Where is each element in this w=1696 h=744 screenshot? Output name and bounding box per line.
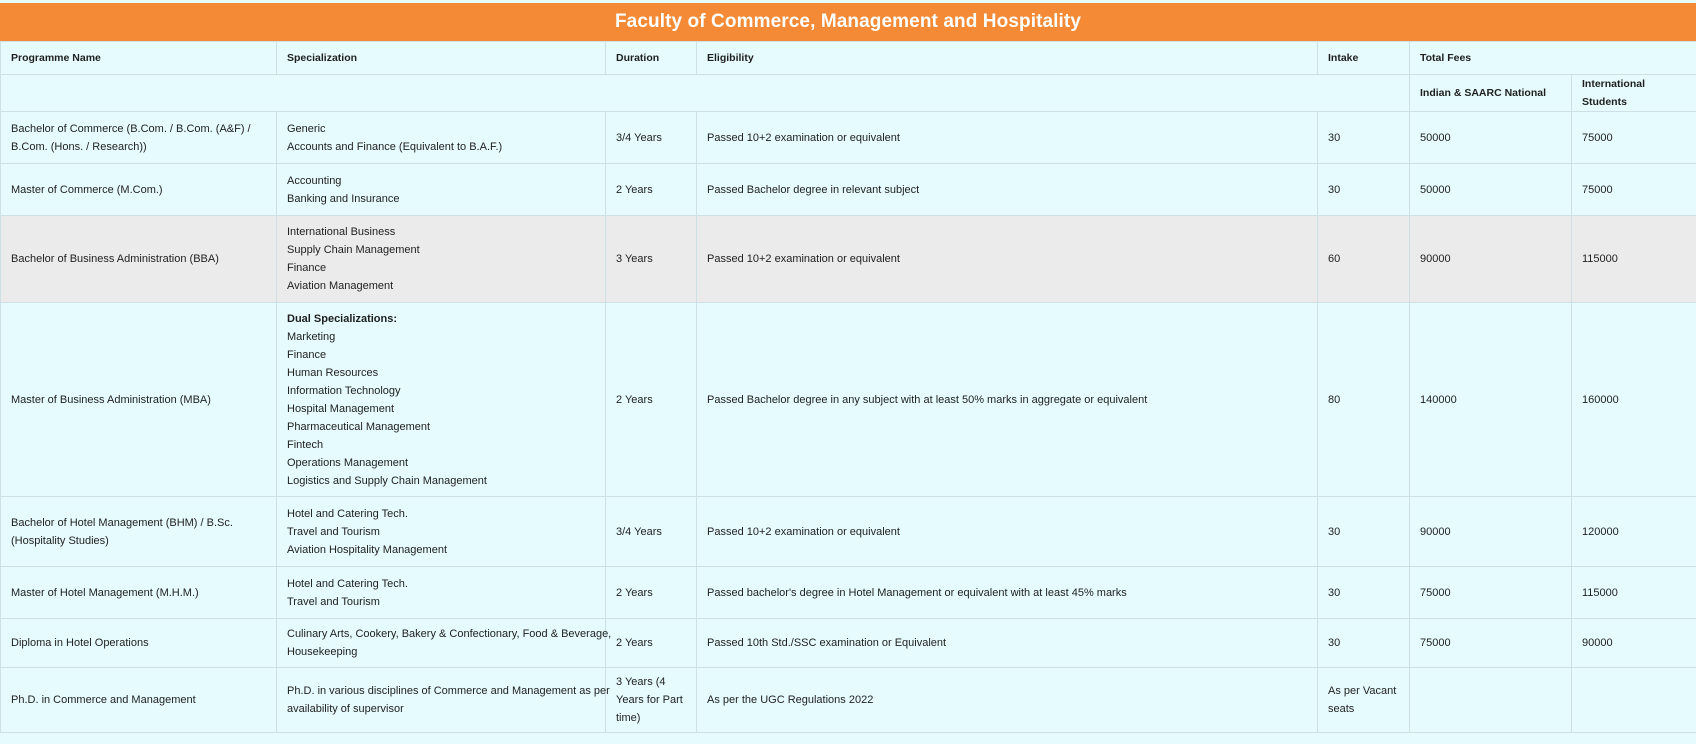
subheader-row <box>1 75 1696 112</box>
specialization-item: Information Technology <box>287 384 401 397</box>
fee-indian-cell: 75000 <box>1410 567 1572 619</box>
specialization-item: Generic <box>287 122 326 135</box>
intake-cell: 80 <box>1318 303 1410 497</box>
fee-indian-cell: 140000 <box>1410 303 1572 497</box>
intake-cell: 30 <box>1318 497 1410 567</box>
fee-indian-cell: 50000 <box>1410 164 1572 216</box>
intake-cell: As per Vacant seats <box>1318 668 1410 733</box>
specialization-cell <box>277 567 606 619</box>
specialization-cell <box>277 303 606 497</box>
specialization-cell <box>277 216 606 303</box>
eligibility-cell: Passed 10th Std./SSC examination or Equivalent <box>697 619 1318 668</box>
fee-international-cell: 115000 <box>1572 567 1696 619</box>
programme-name-cell: Bachelor of Business Administration (BBA) <box>1 216 277 303</box>
specialization-cell <box>277 164 606 216</box>
specialization-item: Logistics and Supply Chain Management <box>287 474 487 487</box>
header-total-fees: Total Fees <box>1410 42 1696 75</box>
specialization-cell <box>277 619 612 668</box>
header-row <box>1 42 1696 75</box>
intake-cell: 30 <box>1318 567 1410 619</box>
specialization-item: Housekeeping <box>287 646 358 658</box>
duration-cell: 2 Years <box>606 567 697 619</box>
specialization-cell <box>277 668 610 733</box>
header-international: International Students <box>1572 75 1696 112</box>
specialization-item: Travel and Tourism <box>287 525 380 538</box>
table-row <box>1 164 1696 216</box>
specialization-item: Marketing <box>287 330 336 343</box>
specialization-cell <box>277 497 606 567</box>
specialization-item: Travel and Tourism <box>287 595 380 608</box>
specialization-item: availability of supervisor <box>287 703 404 715</box>
specialization-item: Ph.D. in various disciplines of Commerce and Management as per <box>287 685 610 697</box>
header-programme-name: Programme Name <box>1 42 277 75</box>
fee-international-cell: 120000 <box>1572 497 1696 567</box>
fee-international-cell: 115000 <box>1572 216 1696 303</box>
specialization-item: Banking and Insurance <box>287 192 400 205</box>
fee-indian-cell: 90000 <box>1410 497 1572 567</box>
fee-international-cell: 75000 <box>1572 112 1696 164</box>
eligibility-cell: Passed 10+2 examination or equivalent <box>697 216 1318 303</box>
duration-cell: 2 Years <box>606 619 697 668</box>
specialization-item: Human Resources <box>287 366 379 379</box>
specialization-item: Fintech <box>287 438 324 451</box>
programme-name-cell: Master of Business Administration (MBA) <box>1 303 277 497</box>
eligibility-cell: Passed 10+2 examination or equivalent <box>697 497 1318 567</box>
faculty-title: Faculty of Commerce, Management and Hospitality <box>0 3 1696 41</box>
table-row <box>1 112 1696 164</box>
header-indian-saarc: Indian & SAARC National <box>1410 75 1572 112</box>
duration-cell: 3 Years (4 Years for Part time) <box>606 668 697 733</box>
eligibility-cell: Passed Bachelor degree in any subject with at least 50% marks in aggregate or equivalent <box>697 303 1318 497</box>
specialization-item: Finance <box>287 348 327 361</box>
fee-indian-cell: 75000 <box>1410 619 1572 668</box>
fee-indian-cell: 50000 <box>1410 112 1572 164</box>
specialization-heading: Dual Specializations: <box>287 312 398 325</box>
specialization-item: Culinary Arts, Cookery, Bakery & Confectionary, Food & Beverage, <box>287 628 612 640</box>
intake-cell: 60 <box>1318 216 1410 303</box>
specialization-item: Hospital Management <box>287 402 395 415</box>
fee-indian-cell <box>1410 668 1572 733</box>
specialization-item: Finance <box>287 262 327 274</box>
table-row <box>1 567 1696 619</box>
fee-international-cell: 90000 <box>1572 619 1696 668</box>
intake-cell: 30 <box>1318 619 1410 668</box>
programme-name-cell: Bachelor of Hotel Management (BHM) / B.Sc. (Hospitality Studies) <box>1 497 277 567</box>
fee-international-cell <box>1572 668 1696 733</box>
eligibility-cell: Passed bachelor's degree in Hotel Management or equivalent with at least 45% marks <box>697 567 1318 619</box>
table-row <box>1 668 1696 733</box>
specialization-item: Operations Management <box>287 456 409 469</box>
specialization-item: Supply Chain Management <box>287 244 420 256</box>
header-specialization: Specialization <box>277 42 606 75</box>
specialization-item: Aviation Hospitality Management <box>287 543 447 556</box>
programme-name-cell: Diploma in Hotel Operations <box>1 619 277 668</box>
duration-cell: 3/4 Years <box>606 497 697 567</box>
header-eligibility: Eligibility <box>697 42 1318 75</box>
intake-cell: 30 <box>1318 164 1410 216</box>
eligibility-cell: As per the UGC Regulations 2022 <box>697 668 1318 733</box>
table-row <box>1 303 1696 497</box>
specialization-cell <box>277 112 606 164</box>
duration-cell: 3 Years <box>606 216 697 303</box>
specialization-item: Accounting <box>287 174 342 187</box>
table-row <box>1 619 1696 668</box>
programme-name-cell: Master of Hotel Management (M.H.M.) <box>1 567 277 619</box>
specialization-item: Aviation Management <box>287 280 394 292</box>
fee-indian-cell: 90000 <box>1410 216 1572 303</box>
duration-cell: 3/4 Years <box>606 112 697 164</box>
header-duration: Duration <box>606 42 697 75</box>
specialization-item: Pharmaceutical Management <box>287 420 431 433</box>
programme-name-cell: Master of Commerce (M.Com.) <box>1 164 277 216</box>
eligibility-cell: Passed Bachelor degree in relevant subject <box>697 164 1318 216</box>
specialization-item: Hotel and Catering Tech. <box>287 507 408 520</box>
duration-cell: 2 Years <box>606 164 697 216</box>
intake-cell: 30 <box>1318 112 1410 164</box>
specialization-item: Accounts and Finance (Equivalent to B.A.F.) <box>287 140 503 153</box>
programme-name-cell: Ph.D. in Commerce and Management <box>1 668 277 733</box>
eligibility-cell: Passed 10+2 examination or equivalent <box>697 112 1318 164</box>
fee-international-cell: 160000 <box>1572 303 1696 497</box>
header-intake: Intake <box>1318 42 1410 75</box>
fee-international-cell: 75000 <box>1572 164 1696 216</box>
duration-cell: 2 Years <box>606 303 697 497</box>
programme-name-cell: Bachelor of Commerce (B.Com. / B.Com. (A&F) / B.Com. (Hons. / Research)) <box>1 112 277 164</box>
specialization-item: Hotel and Catering Tech. <box>287 577 408 590</box>
table-row <box>1 216 1696 303</box>
table-row <box>1 497 1696 567</box>
specialization-item: International Business <box>287 226 396 238</box>
programmes-table <box>0 41 1696 733</box>
subheader-spacer <box>1 75 1410 112</box>
